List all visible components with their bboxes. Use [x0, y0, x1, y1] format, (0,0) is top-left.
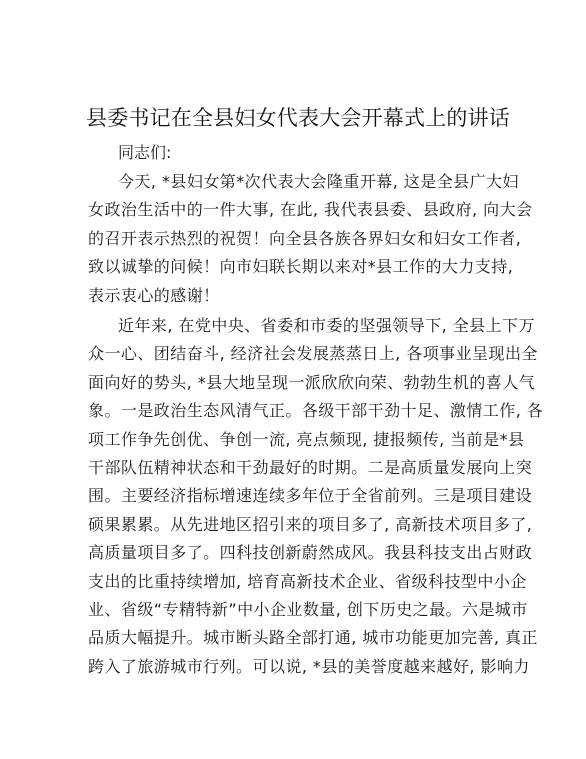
paragraph-line: 表示衷心的感谢！	[88, 285, 220, 305]
paragraph-line: 的召开表示热烈的祝贺！向全县各族各界妇女和妇女工作者,	[88, 228, 522, 248]
salutation: 同志们:	[118, 143, 172, 162]
paragraph-line: 今天, *县妇女第*次代表大会隆重开幕, 这是全县广大妇	[118, 172, 519, 191]
paragraph-line: 面向好的势头, *县大地呈现一派欣欣向荣、勃勃生机的喜人气	[88, 372, 536, 392]
paragraph-line: 围。主要经济指标增速连续多年位于全省前列。三是项目建设	[88, 486, 533, 506]
paragraph-line: 硕果累累。从先进地区招引来的项目多了, 高新技术项目多了,	[88, 514, 533, 534]
paragraph-line: 众一心、团结奋斗, 经济社会发展蒸蒸日上, 各项事业呈现出全	[88, 344, 538, 364]
paragraph-line: 近年来, 在党中央、省委和市委的坚强领导下, 全县上下万	[118, 316, 535, 335]
paragraph-line: 高质量项目多了。四科技创新蔚然成风。我县科技支出占财政	[88, 543, 533, 563]
paragraph-line: 项工作争先创优、争创一流, 亮点频现, 捷报频传, 当前是*县	[88, 429, 525, 449]
paragraph-line: 致以诚挚的问候！向市妇联长期以来对*县工作的大力支持,	[88, 257, 514, 277]
paragraph-line: 支出的比重持续增加, 培育高新技术企业、省级科技型中小企	[88, 571, 527, 591]
paragraph-line: 跨入了旅游城市行列。可以说, *县的美誉度越来越好, 影响力	[88, 656, 530, 676]
document-title: 县委书记在全县妇女代表大会开幕式上的讲话	[86, 106, 510, 130]
paragraph-achievements	[88, 312, 544, 681]
paragraph-line: 业、省级“专精特新”中小企业数量, 创下历史之最。六是城市	[88, 599, 528, 619]
paragraph-opening	[88, 168, 533, 310]
paragraph-line: 干部队伍精神状态和干劲最好的时期。二是高质量发展向上突	[88, 457, 533, 477]
paragraph-line: 品质大幅提升。城市断头路全部打通, 城市功能更加完善, 真正	[88, 628, 538, 648]
paragraph-line: 女政治生活中的一件大事, 在此, 我代表县委、县政府, 向大会	[88, 200, 533, 220]
paragraph-line: 象。一是政治生态风清气正。各级干部干劲十足、激情工作, 各	[88, 401, 544, 421]
